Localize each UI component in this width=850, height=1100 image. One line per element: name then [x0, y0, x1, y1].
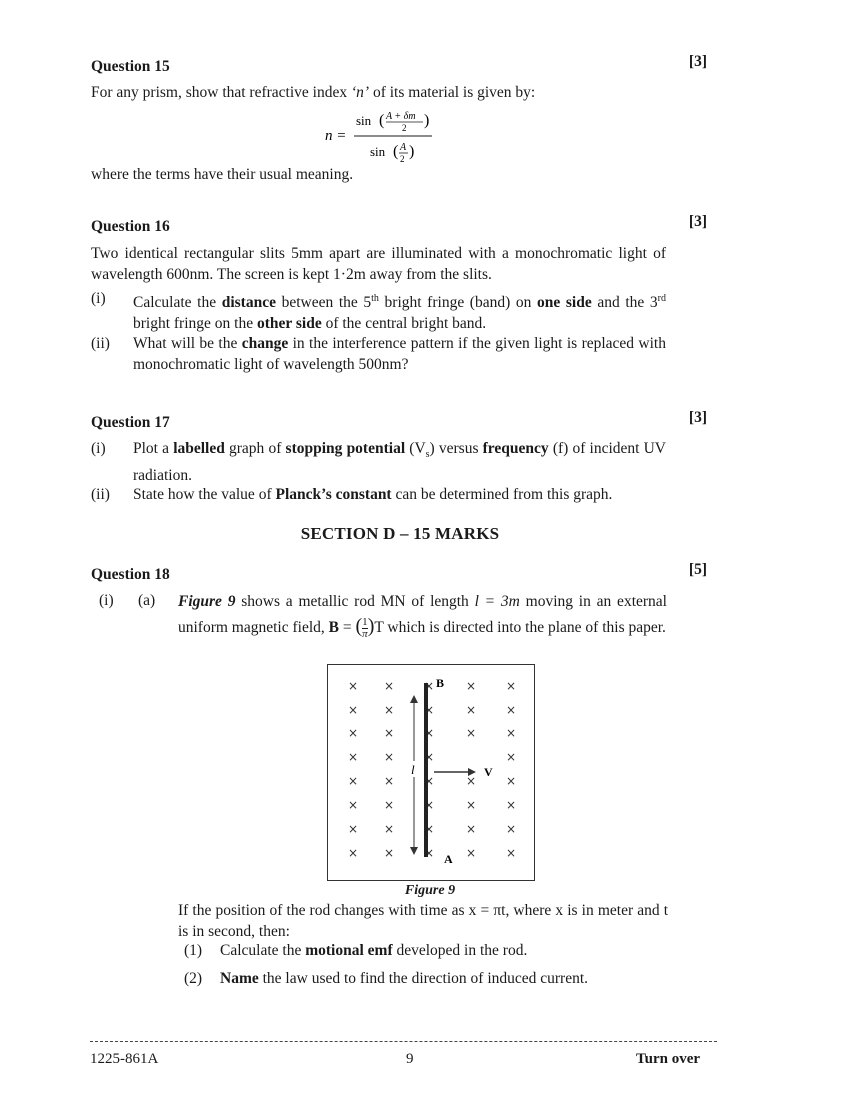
field-cross-symbol: × — [466, 679, 477, 693]
t: in the interference pattern if the given light is replaced with monochromatic light of wavelength 500nm? — [133, 335, 666, 373]
b: other side — [256, 315, 322, 333]
q18-label-i: (i) — [99, 592, 114, 609]
field-cross-symbol: × — [466, 774, 477, 788]
footer-divider — [90, 1041, 717, 1042]
q18-sub-1-text — [220, 942, 527, 960]
q18-heading: Question 18 — [91, 566, 170, 583]
t: Calculate the — [133, 294, 222, 312]
q16-item-i — [91, 288, 666, 334]
field-cross-symbol: × — [466, 726, 477, 740]
formula-num-frac-top: A + δm — [386, 111, 416, 122]
q18-sub-2-text — [220, 970, 588, 988]
field-cross-symbol: × — [348, 726, 359, 740]
field-cross-symbol: × — [424, 679, 435, 693]
field-cross-symbol: × — [384, 822, 395, 836]
field-cross-symbol: × — [466, 703, 477, 717]
q15-note: where the terms have their usual meaning. — [91, 166, 354, 183]
end-label-a: A — [444, 852, 453, 866]
q17-item-ii-text — [133, 484, 666, 505]
field-cross-symbol: × — [348, 679, 359, 693]
q18-a-text — [178, 590, 667, 640]
t: Plot a — [133, 440, 174, 457]
q18-condition: If the position of the rod changes with time as x = πt, where x is in meter and t is in second, then: — [178, 902, 668, 940]
length-label: l — [411, 762, 415, 777]
field-cross-symbol: × — [506, 774, 517, 788]
field-cross-symbol: × — [506, 822, 517, 836]
formula-den-sin: sin — [370, 144, 386, 159]
q18-marks: [5] — [688, 561, 707, 578]
formula-num-paren-left: ( — [379, 112, 385, 129]
field-cross-symbol: × — [384, 846, 395, 860]
formula-den-frac-bot: 2 — [400, 154, 405, 164]
q16-item-ii — [91, 333, 666, 375]
t: graph of — [224, 440, 286, 457]
q15-prompt-var: ‘n’ — [351, 84, 370, 101]
t: bright fringe on the — [133, 315, 257, 333]
field-cross-symbol: × — [506, 798, 517, 812]
field-cross-symbol: × — [506, 846, 517, 860]
b: frequency — [482, 440, 549, 457]
q17-item-ii — [91, 484, 666, 505]
formula-den-frac-top: A — [400, 142, 407, 153]
field-cross-symbol: × — [348, 822, 359, 836]
fig-ref: Figure 9 — [178, 593, 236, 610]
field-cross-symbol: × — [384, 726, 395, 740]
q17-item-i-text — [133, 438, 666, 486]
t: between the 5 — [275, 294, 372, 312]
frac-bot: π — [362, 627, 368, 640]
t: Calculate the — [220, 942, 306, 959]
t: can be determined from this graph. — [391, 486, 613, 503]
formula-num-sin: sin — [356, 113, 372, 128]
t: What will be the — [133, 335, 242, 352]
b: distance — [221, 294, 276, 312]
frac-top: 1 — [362, 615, 368, 628]
t: and the 3 — [591, 294, 658, 312]
field-cross-symbol: × — [348, 750, 359, 764]
field-cross-symbol: × — [424, 774, 435, 788]
b: labelled — [173, 440, 225, 457]
field-cross-symbol: × — [506, 726, 517, 740]
field-cross-symbol: × — [424, 750, 435, 764]
formula-num-paren-right: ) — [424, 112, 430, 129]
t: of the central bright band. — [321, 315, 487, 333]
b: motional emf — [305, 942, 393, 959]
formula-den-paren-right: ) — [409, 143, 415, 160]
q16-item-ii-label: (ii) — [91, 335, 110, 352]
b: one side — [537, 294, 592, 312]
field-cross-symbol: × — [384, 774, 395, 788]
b: Name — [220, 970, 259, 987]
turn-over: Turn over — [636, 1051, 701, 1067]
q17-marks: [3] — [688, 409, 707, 426]
velocity-label: V — [484, 765, 493, 779]
q15-prompt — [91, 82, 666, 103]
field-cross-symbol: × — [384, 798, 395, 812]
q16-marks: [3] — [688, 213, 707, 230]
formula-lhs: n = — [325, 128, 347, 144]
refractive-index-formula — [320, 105, 480, 165]
q18-sub-2-label: (2) — [184, 970, 203, 987]
field-cross-symbol: × — [348, 703, 359, 717]
t: State how the value of — [133, 486, 276, 503]
q15-heading: Question 15 — [91, 58, 170, 75]
field-cross-symbol: × — [466, 822, 477, 836]
figure-9-caption: Figure 9 — [404, 883, 456, 898]
page-number: 9 — [406, 1051, 414, 1067]
q15-prompt-text: For any prism, show that refractive index — [91, 84, 351, 101]
field-cross-symbol: × — [348, 774, 359, 788]
end-label-b: B — [436, 676, 445, 690]
sub: s — [425, 449, 430, 461]
field-cross-symbol: × — [424, 798, 435, 812]
field-cross-symbol: × — [506, 679, 517, 693]
q16-heading: Question 16 — [91, 218, 170, 235]
paren: ) — [367, 615, 375, 637]
field-cross-symbol: × — [424, 846, 435, 860]
q17-item-i — [91, 438, 666, 486]
sup: rd — [657, 293, 666, 304]
field-cross-symbol: × — [348, 846, 359, 860]
field-cross-symbol: × — [506, 703, 517, 717]
t: T which is directed into the plane of this paper. — [374, 619, 666, 636]
b-symbol: B — [328, 619, 339, 636]
paper-code: 1225-861A — [90, 1051, 159, 1067]
t: bright fringe (band) on — [378, 294, 537, 312]
t: the law used to find the direction of induced current. — [258, 970, 589, 987]
field-cross-symbol: × — [348, 798, 359, 812]
length-arrow-head-top — [410, 695, 418, 703]
q15-prompt-text-end: of its material is given by: — [369, 84, 536, 101]
q18-label-a: (a) — [138, 592, 156, 609]
b: stopping potential — [285, 440, 406, 457]
field-cross-symbol: × — [506, 750, 517, 764]
q16-item-i-text — [133, 288, 666, 334]
t: = — [339, 619, 356, 636]
length-arrow-head-bottom — [410, 847, 418, 855]
field-cross-symbol: × — [424, 822, 435, 836]
field-cross-symbol: × — [384, 750, 395, 764]
q17-item-i-label: (i) — [91, 440, 106, 457]
t: moving in an external uniform magnetic field, — [178, 593, 667, 636]
section-d-heading: SECTION D – 15 MARKS — [300, 524, 500, 543]
t: (f) of incident UV radiation. — [133, 440, 666, 485]
field-cross-symbol: × — [384, 703, 395, 717]
q18-sub-1-label: (1) — [184, 942, 203, 959]
paren: ( — [355, 615, 363, 637]
formula-den-paren-left: ( — [393, 143, 399, 160]
t: developed in the rod. — [392, 942, 528, 959]
q16-intro: Two identical rectangular slits 5mm apart are illuminated with a monochromatic light of wavelength 600nm. The screen is kept 1·2m away from the slits. — [91, 245, 666, 283]
rod-length: l = 3m — [474, 593, 520, 610]
formula-num-frac-bot: 2 — [402, 123, 407, 133]
q16-item-i-label: (i) — [91, 290, 106, 307]
t: ) versus — [429, 440, 483, 457]
t: (V — [405, 440, 426, 457]
q16-item-ii-text — [133, 333, 666, 375]
b: change — [241, 335, 289, 352]
q17-item-ii-label: (ii) — [91, 486, 110, 503]
t: shows a metallic rod MN of length — [235, 593, 475, 610]
q17-heading: Question 17 — [91, 414, 170, 431]
sup: th — [371, 293, 379, 304]
q15-marks: [3] — [688, 53, 707, 70]
field-cross-symbol: × — [466, 798, 477, 812]
field-cross-symbol: × — [424, 726, 435, 740]
figure-9-diagram — [327, 664, 535, 881]
field-cross-symbol: × — [384, 679, 395, 693]
field-cross-symbol: × — [424, 703, 435, 717]
b: Planck’s constant — [275, 486, 392, 503]
field-cross-symbol: × — [466, 846, 477, 860]
